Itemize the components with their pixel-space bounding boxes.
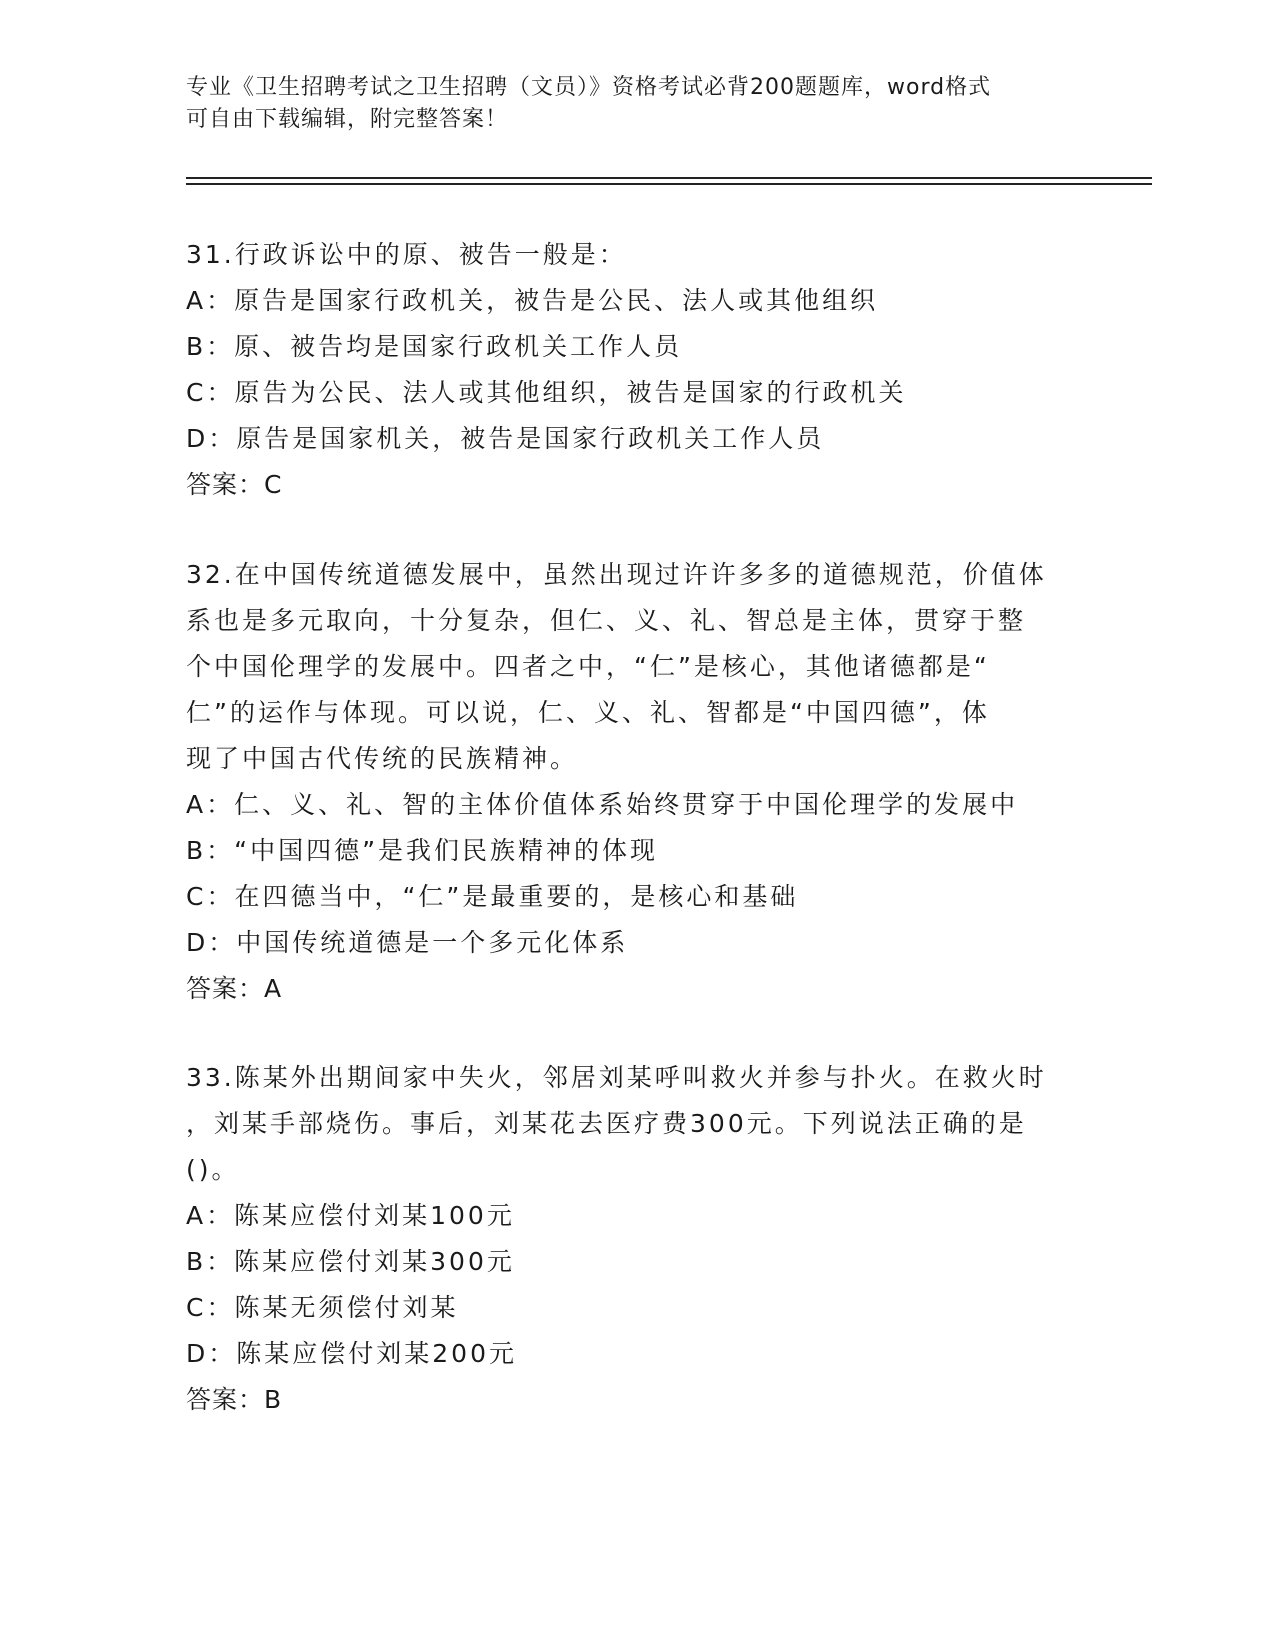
answer-label: 答案：B (186, 1385, 283, 1414)
option-c: C：原告为公民、法人或其他组织，被告是国家的行政机关 (186, 378, 907, 407)
header-line-1: 专业《卫生招聘考试之卫生招聘（文员）》资格考试必背200题题库，word格式 (186, 75, 992, 100)
question-31 (186, 232, 1086, 508)
answer-label: 答案：C (186, 470, 283, 499)
option-b: B：“中国四德”是我们民族精神的体现 (186, 836, 659, 865)
question-33 (186, 1055, 1086, 1423)
option-b: B：陈某应偿付刘某300元 (186, 1247, 515, 1276)
question-stem-line: 32.在中国传统道德发展中，虽然出现过许许多多的道德规范，价值体 (186, 560, 1047, 589)
option-c: C：陈某无须偿付刘某 (186, 1293, 459, 1322)
option-c: C：在四德当中，“仁”是最重要的，是核心和基础 (186, 882, 799, 911)
option-d: D：陈某应偿付刘某200元 (186, 1339, 517, 1368)
question-stem-line: 33.陈某外出期间家中失火，邻居刘某呼叫救火并参与扑火。在救火时 (186, 1063, 1047, 1092)
header-divider-bottom (186, 183, 1152, 185)
question-stem-line: ()。 (186, 1155, 240, 1184)
question-stem-line: ，刘某手部烧伤。事后，刘某花去医疗费300元。下列说法正确的是 (186, 1109, 1027, 1138)
option-d: D：中国传统道德是一个多元化体系 (186, 928, 629, 957)
answer-label: 答案：A (186, 974, 283, 1003)
header-divider-top (186, 177, 1152, 179)
question-stem-line: 仁”的运作与体现。可以说，仁、义、礼、智都是“中国四德”，体 (186, 698, 990, 727)
option-a: A：陈某应偿付刘某100元 (186, 1201, 515, 1230)
question-stem-line: 个中国伦理学的发展中。四者之中，“仁”是核心，其他诸德都是“ (186, 652, 990, 681)
header-line-2: 可自由下载编辑，附完整答案！ (186, 107, 509, 132)
document-header (186, 72, 1066, 136)
question-stem-line: 现了中国古代传统的民族精神。 (186, 744, 579, 773)
question-stem-line: 系也是多元取向，十分复杂，但仁、义、礼、智总是主体，贯穿于整 (186, 606, 1027, 635)
option-b: B：原、被告均是国家行政机关工作人员 (186, 332, 683, 361)
option-a: A：仁、义、礼、智的主体价值体系始终贯穿于中国伦理学的发展中 (186, 790, 1019, 819)
option-a: A：原告是国家行政机关，被告是公民、法人或其他组织 (186, 286, 879, 315)
question-stem: 31.行政诉讼中的原、被告一般是： (186, 240, 627, 269)
question-32 (186, 552, 1086, 1012)
option-d: D：原告是国家机关，被告是国家行政机关工作人员 (186, 424, 825, 453)
